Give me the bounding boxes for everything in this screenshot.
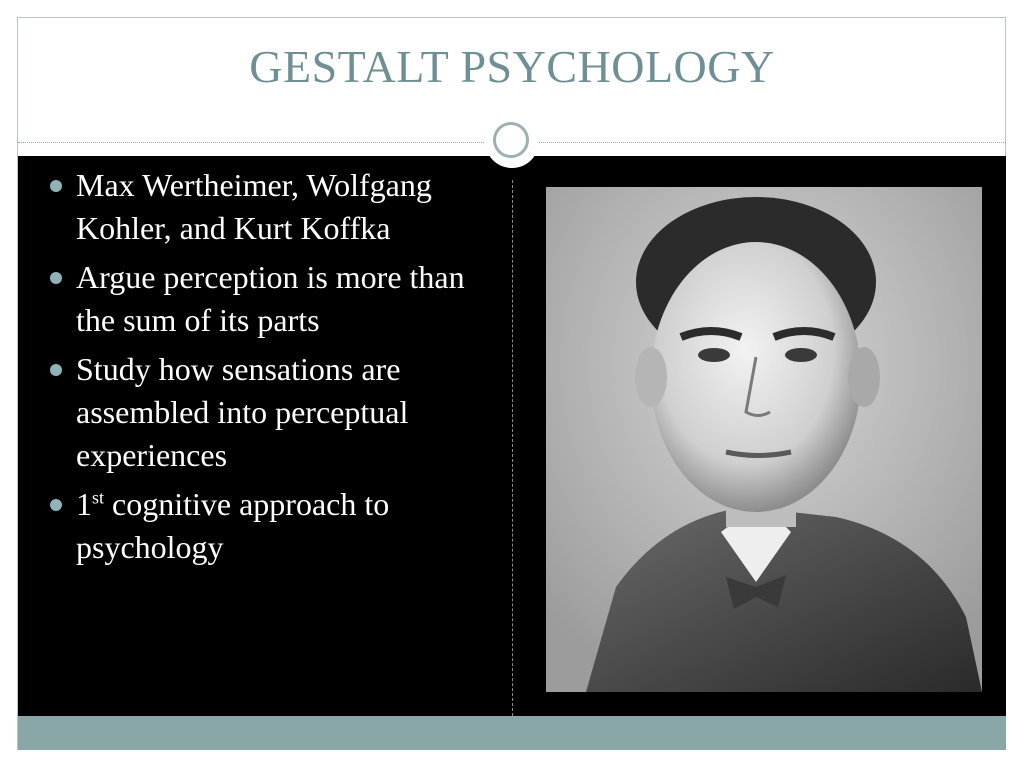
bullet-dot-icon (50, 499, 62, 511)
portrait-illustration (546, 187, 982, 692)
bullet-text: Argue perception is more than the sum of its parts (76, 259, 465, 338)
bullet-item (48, 348, 498, 477)
slide-title: GESTALT PSYCHOLOGY (249, 41, 775, 92)
title-ring-icon (485, 114, 539, 168)
bullet-dot-icon (50, 272, 62, 284)
bullet-list (48, 164, 498, 575)
bullet-text: Max Wertheimer, Wolfgang Kohler, and Kurt Koffka (76, 167, 432, 246)
bullet-text: Study how sensations are assembled into perceptual experiences (76, 351, 409, 473)
column-divider (512, 180, 513, 716)
bullet-item (48, 164, 498, 250)
footer-bar (18, 716, 1006, 750)
bullet-superscript: st (92, 487, 105, 508)
bullet-dot-icon (50, 180, 62, 192)
content-panel (18, 156, 1006, 716)
bullet-dot-icon (50, 364, 62, 376)
bullet-prefix: 1 (76, 486, 92, 522)
bullet-item (48, 483, 498, 569)
ring-inner (493, 122, 529, 158)
bullet-text: cognitive approach to psychology (76, 486, 390, 565)
portrait-photo (546, 187, 982, 692)
bullet-item (48, 256, 498, 342)
